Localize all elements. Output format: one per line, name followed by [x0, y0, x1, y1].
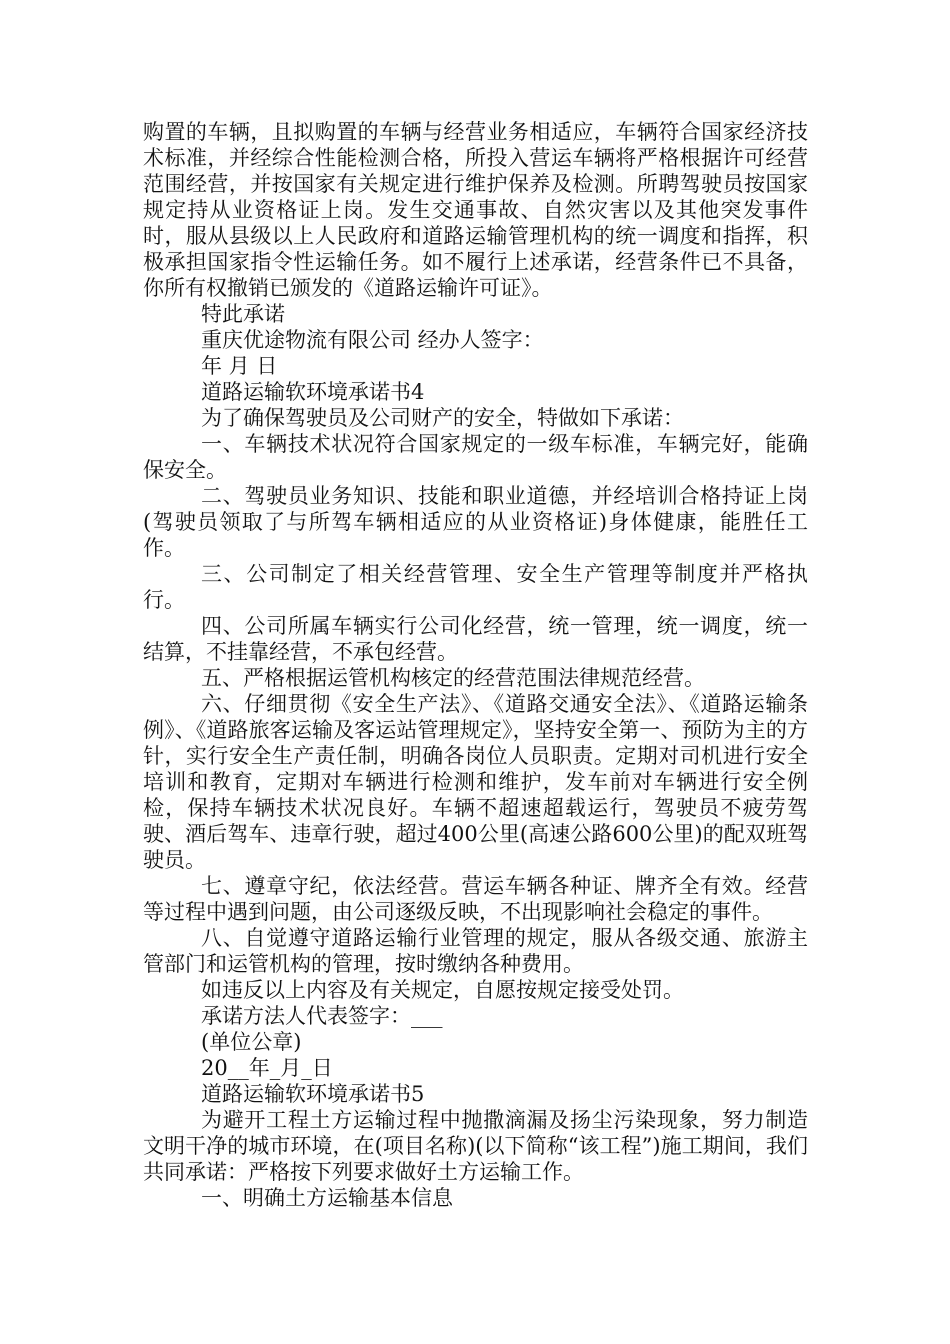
paragraph: 一、明确土方运输基本信息 [201, 1186, 453, 1210]
paragraph: 为了确保驾驶员及公司财产的安全，特做如下承诺： [201, 406, 684, 430]
paragraph: 七、遵章守纪，依法经营。营运车辆各种证、牌齐全有效。经营等过程中遇到问题，由公司逐级反映，不出现影响社会稳定的事件。 [143, 874, 808, 924]
paragraph: 八、自觉遵守道路运输行业管理的规定，服从各级交通、旅游主管部门和运管机构的管理，按时缴纳各种费用。 [143, 926, 808, 976]
document-body [143, 119, 808, 1211]
paragraph: 五、严格根据运管机构核定的经营范围法律规范经营。 [201, 666, 705, 690]
paragraph: 购置的车辆，且拟购置的车辆与经营业务相适应，车辆符合国家经济技术标准，并经综合性能检测合格，所投入营运车辆将严格根据许可经营范围经营，并按国家有关规定进行维护保养及检测。所聘驾驶员按国家规定持从业资格证上岗。发生交通事故、自然灾害以及其他突发事件时，服从县级以上人民政府和道路运输管理机构的统一调度和指挥，积极承担国家指令性运输任务。如不履行上述承诺，经营条件已不具备，你所有权撤销已颁发的《道路运输许可证》。 [143, 120, 808, 300]
paragraph: 如违反以上内容及有关规定，自愿按规定接受处罚。 [201, 978, 684, 1002]
paragraph: 重庆优途物流有限公司 经办人签字： [201, 328, 544, 352]
paragraph: 特此承诺 [201, 302, 285, 326]
paragraph: 一、车辆技术状况符合国家规定的一级车标准，车辆完好，能确保安全。 [143, 432, 808, 482]
seal-line: (单位公章) [201, 1030, 302, 1054]
paragraph: 为避开工程土方运输过程中抛撒滴漏及扬尘污染现象，努力制造文明干净的城市环境，在(项目名称)(以下简称“该工程”)施工期间，我们共同承诺：严格按下列要求做好土方运输工作。 [143, 1108, 808, 1184]
paragraph: 四、公司所属车辆实行公司化经营，统一管理，统一调度，统一结算，不挂靠经营，不承包经营。 [143, 614, 808, 664]
paragraph: 二、驾驶员业务知识、技能和职业道德，并经培训合格持证上岗(驾驶员领取了与所驾车辆相适应的从业资格证)身体健康，能胜任工作。 [143, 484, 808, 560]
paragraph: 年 月 日 [201, 354, 278, 378]
section-title: 道路运输软环境承诺书5 [201, 1082, 425, 1106]
paragraph: 三、公司制定了相关经营管理、安全生产管理等制度并严格执行。 [143, 562, 808, 612]
paragraph: 六、仔细贯彻《安全生产法》、《道路交通安全法》、《道路运输条例》、《道路旅客运输及客运站管理规定》，坚持安全第一、预防为主的方针，实行安全生产责任制，明确各岗位人员职责。定期对司机进行安全培训和教育，定期对车辆进行检测和维护，发车前对车辆进行安全例检，保持车辆技术状况良好。车辆不超速超载运行，驾驶员不疲劳驾驶、酒后驾车、违章行驶，超过400公里(高速公路600公里)的配双班驾驶员。 [143, 692, 808, 872]
date-line: 20__年_月_日 [201, 1056, 333, 1080]
section-title: 道路运输软环境承诺书4 [201, 380, 425, 404]
signature-line: 承诺方法人代表签字：___ [201, 1004, 443, 1028]
